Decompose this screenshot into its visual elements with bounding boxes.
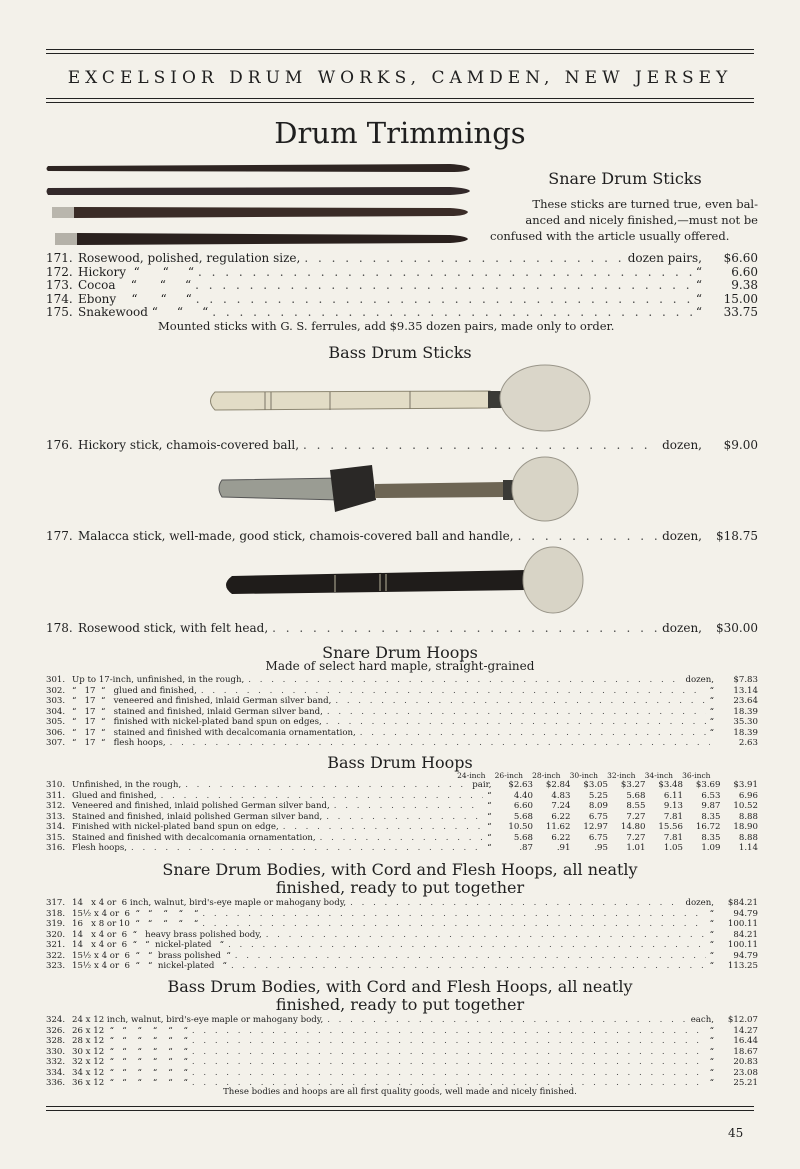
item-price: 5.25 (588, 790, 608, 801)
item-description: “ 17 “ flesh hoops, (72, 738, 166, 748)
dot-leader (327, 707, 706, 717)
item-prices (496, 791, 759, 801)
item-number: 323. (46, 961, 66, 971)
item-unit: “ (709, 929, 714, 940)
list-item (46, 621, 758, 635)
item-price: 84.21 (733, 929, 758, 940)
item-price: 14.80 (620, 822, 646, 832)
item-price: 1.01 (626, 843, 646, 853)
item-unit: “ (709, 1078, 714, 1088)
list-item (46, 728, 758, 738)
item-price: 7.81 (663, 811, 683, 822)
item-description: Veneered and finished, inlaid polished German silver band, (72, 801, 330, 811)
size-column-header: 32-inch (607, 771, 636, 780)
item-unit: “ (695, 264, 702, 279)
item-number: 324. (46, 1015, 66, 1025)
item-number: 177. (46, 529, 73, 543)
item-unit: “ (709, 1067, 714, 1078)
list-item (46, 686, 758, 696)
dot-leader (335, 696, 705, 706)
item-number: 326. (46, 1025, 66, 1036)
bass-stick-rosewood-illustration (226, 547, 583, 613)
item-description: 14 x 4 or 6 “ heavy brass polished body, (72, 929, 262, 940)
item-price: $2.84 (545, 780, 571, 790)
item-description: 15½ x 4 or 6 “ “ “ “ “ (72, 908, 199, 919)
item-unit: “ (709, 919, 714, 929)
item-description: Stained and finished, inlaid polished German silver band, (72, 811, 323, 822)
item-price: $3.27 (620, 780, 646, 790)
item-price: 6.53 (701, 790, 721, 801)
item-number: 322. (46, 950, 66, 961)
dot-leader (266, 930, 706, 940)
item-description: 34 x 12 “ “ “ “ “ “ (72, 1067, 188, 1078)
dot-leader (202, 919, 705, 929)
item-description: 16 x 8 or 10 “ “ “ “ “ (72, 919, 199, 929)
list-item (46, 833, 758, 843)
item-price: 6.75 (588, 811, 608, 822)
dot-leader (195, 278, 692, 292)
dot-leader (350, 898, 681, 908)
item-price: .91 (556, 843, 571, 853)
dot-leader (212, 305, 692, 319)
item-description: 36 x 12 “ “ “ “ “ “ (72, 1078, 188, 1088)
item-price: $9.00 (723, 438, 758, 452)
item-price: 10.52 (733, 801, 758, 811)
item-price: 1.09 (701, 843, 721, 853)
dot-leader (235, 951, 706, 961)
item-unit: “ (709, 1046, 714, 1057)
item-unit: “ (709, 706, 714, 717)
item-price: 4.40 (513, 790, 533, 801)
list-item (46, 919, 758, 929)
item-price: 35.30 (733, 717, 758, 727)
snare-hoops-subheading: Made of select hard maple, straight-grained (265, 659, 535, 673)
item-unit: dozen, (685, 898, 714, 908)
item-unit: “ (709, 717, 714, 727)
size-column-header: 36-inch (682, 771, 711, 780)
item-price: 7.27 (626, 832, 646, 843)
item-unit: “ (487, 832, 492, 843)
item-price: 8.35 (701, 832, 721, 843)
item-unit: “ (709, 961, 714, 971)
item-description: Cocoa “ “ “ (78, 278, 192, 292)
list-item (46, 780, 758, 790)
item-price: $3.69 (695, 780, 721, 790)
snare-sticks-desc-line: confused with the article usually offered. (490, 229, 730, 243)
item-prices (496, 822, 759, 832)
item-number: 330. (46, 1046, 66, 1057)
dot-leader (272, 621, 658, 635)
item-number: 173. (46, 278, 73, 292)
dot-leader (228, 940, 706, 950)
item-prices (496, 833, 759, 843)
item-price: 33.75 (723, 305, 758, 319)
item-unit: “ (695, 305, 702, 319)
list-item (46, 251, 758, 265)
item-description: “ 17 “ veneered and finished, inlaid German silver band, (72, 696, 332, 706)
dot-leader (185, 780, 468, 790)
list-item (46, 812, 758, 822)
item-description: 14 x 4 or 6 “ “ nickel-plated “ (72, 940, 225, 950)
dot-leader (231, 961, 706, 971)
item-price: 100.11 (727, 940, 758, 950)
list-item (46, 696, 758, 706)
item-number: 313. (46, 811, 66, 822)
item-number: 310. (46, 780, 66, 790)
item-number: 328. (46, 1036, 66, 1046)
item-number: 301. (46, 675, 66, 685)
company-header: EXCELSIOR DRUM WORKS, CAMDEN, NEW JERSEY (67, 68, 733, 88)
item-unit: “ (709, 940, 714, 950)
snare-bodies-heading: Snare Drum Bodies, with Cord and Flesh Hoops, all neatly (162, 860, 638, 879)
item-unit: “ (709, 1057, 714, 1067)
item-number: 318. (46, 908, 66, 919)
item-price: $3.48 (658, 780, 683, 790)
list-item (46, 898, 758, 908)
snare-bodies-heading-2: finished, ready to put together (275, 878, 525, 897)
item-description: 14 x 4 or 6 inch, walnut, bird's-eye maple or mahogany body, (72, 898, 347, 908)
item-number: 178. (46, 621, 73, 635)
size-column-header: 30-inch (569, 771, 598, 780)
item-unit: pair, (472, 780, 492, 790)
item-price: 5.68 (513, 811, 533, 822)
item-number: 317. (46, 898, 66, 908)
dot-leader (192, 1047, 706, 1057)
item-number: 303. (46, 696, 66, 706)
list-item (46, 278, 758, 292)
item-number: 316. (46, 843, 66, 853)
item-unit: “ (487, 822, 492, 832)
item-price: $7.83 (733, 675, 758, 685)
item-prices (496, 843, 759, 853)
snare-sticks-description (490, 196, 758, 244)
list-item (46, 801, 758, 811)
item-price: 8.88 (738, 811, 758, 822)
item-unit: “ (695, 278, 702, 292)
size-column-header: 28-inch (532, 771, 561, 780)
list-item (46, 1068, 758, 1078)
item-description: “ 17 “ glued and finished, (72, 685, 197, 696)
dot-leader (196, 292, 692, 306)
list-item (46, 1057, 758, 1067)
item-description: 28 x 12 “ “ “ “ “ “ (72, 1036, 188, 1046)
item-price: 15.00 (723, 291, 758, 306)
snare-sticks-note: Mounted sticks with G. S. ferrules, add $9.35 dozen pairs, made only to order. (158, 319, 615, 333)
item-price: $6.60 (723, 251, 758, 265)
item-price: .87 (519, 843, 533, 853)
item-unit: each, (690, 1015, 714, 1025)
item-number: 332. (46, 1057, 66, 1067)
item-number: 305. (46, 717, 66, 727)
item-number: 314. (46, 822, 66, 832)
item-price: $84.21 (727, 898, 758, 908)
list-item (46, 1026, 758, 1036)
list-item (46, 292, 758, 306)
item-price: 9.38 (731, 278, 758, 292)
dot-leader (192, 1057, 706, 1067)
item-unit: “ (487, 790, 492, 801)
dot-leader (192, 1068, 706, 1078)
item-description: Rosewood stick, with felt head, (78, 621, 269, 635)
item-unit: dozen, (662, 529, 702, 543)
bass-stick-malacca-illustration (219, 457, 578, 521)
item-number: 172. (46, 264, 73, 279)
item-number: 306. (46, 727, 66, 738)
dot-leader (334, 801, 483, 811)
dot-leader (320, 833, 483, 843)
bottom-rule-2 (46, 1110, 754, 1111)
item-price: 9.13 (663, 801, 683, 811)
item-price: 6.96 (738, 790, 758, 801)
list-item (46, 961, 758, 971)
dot-leader (518, 529, 659, 543)
item-unit: dozen, (685, 675, 714, 685)
list-item (46, 822, 758, 832)
page-number: 45 (728, 1126, 744, 1140)
list-item (46, 438, 758, 452)
item-price: 7.27 (626, 811, 646, 822)
item-description: 15½ x 4 or 6 “ “ nickel-plated “ (72, 961, 227, 971)
list-item (46, 1036, 758, 1046)
dot-leader (303, 438, 658, 452)
item-price: 7.24 (551, 801, 571, 811)
bass-hoops-heading: Bass Drum Hoops (327, 753, 473, 772)
dot-leader (198, 265, 692, 279)
item-price: 18.39 (733, 706, 758, 717)
dot-leader (202, 909, 705, 919)
item-description: Stained and finished with decalcomania ornamentation, (72, 832, 316, 843)
item-price: $30.00 (716, 621, 758, 635)
dot-leader (161, 791, 483, 801)
item-number: 321. (46, 940, 66, 950)
snare-sticks-desc-line: These sticks are turned true, even bal- (532, 197, 758, 211)
bass-bodies-note: These bodies and hoops are all first quality goods, well made and nicely finished. (223, 1087, 577, 1097)
list-item (46, 843, 758, 853)
item-price: 5.68 (626, 790, 646, 801)
item-number: 174. (46, 291, 73, 306)
item-price: 16.72 (695, 822, 721, 832)
bottom-rule-1 (46, 1106, 754, 1107)
item-price: $12.07 (727, 1015, 758, 1025)
item-price: 18.90 (733, 822, 758, 832)
item-price: 23.64 (733, 696, 758, 706)
item-unit: “ (709, 727, 714, 738)
item-price: 6.60 (513, 801, 533, 811)
dot-leader (201, 686, 706, 696)
list-item (46, 265, 758, 279)
list-item (46, 791, 758, 801)
item-price: 20.83 (733, 1057, 758, 1067)
snare-sticks-illustration (47, 164, 471, 245)
item-description: Malacca stick, well-made, good stick, chamois-covered ball and handle, (78, 529, 514, 543)
item-price: 6.22 (551, 832, 571, 843)
size-column-header: 24-inch (457, 771, 486, 780)
dot-leader (283, 822, 483, 832)
bass-bodies-heading: Bass Drum Bodies, with Cord and Flesh Hoops, all neatly (167, 977, 633, 996)
snare-hoops-heading: Snare Drum Hoops (322, 643, 478, 662)
list-item (46, 940, 758, 950)
item-description: Rosewood, polished, regulation size, (78, 251, 301, 265)
item-price: 12.97 (583, 822, 608, 832)
item-description: Snakewood “ “ “ (78, 305, 209, 319)
item-price: 5.68 (513, 832, 533, 843)
item-price: 100.11 (727, 919, 758, 929)
item-price: 4.83 (551, 790, 571, 801)
item-price: 18.67 (733, 1046, 758, 1057)
item-price: 16.44 (733, 1036, 758, 1046)
bass-bodies-heading-2: finished, ready to put together (275, 995, 525, 1014)
item-description: “ 17 “ stained and finished, inlaid German silver band, (72, 706, 323, 717)
bass-sticks-heading: Bass Drum Sticks (328, 343, 472, 362)
item-price: $18.75 (716, 529, 758, 543)
item-unit: “ (709, 696, 714, 706)
item-price: 113.25 (727, 961, 758, 971)
item-price: 23.08 (733, 1067, 758, 1078)
item-number: 311. (46, 790, 66, 801)
list-item (46, 909, 758, 919)
item-description: 26 x 12 “ “ “ “ “ “ (72, 1025, 188, 1036)
item-description: Flesh hoops, (72, 843, 127, 853)
item-description: 15½ x 4 or 6 “ “ brass polished “ (72, 950, 231, 961)
item-price: 18.39 (733, 727, 758, 738)
item-description: Unfinished, in the rough, (72, 780, 182, 790)
item-price: 94.79 (733, 950, 758, 961)
item-description: Hickory stick, chamois-covered ball, (78, 438, 300, 452)
item-number: 307. (46, 738, 66, 748)
dot-leader (326, 812, 483, 822)
item-price: 8.55 (626, 801, 646, 811)
dot-leader (326, 717, 706, 727)
snare-sticks-heading: Snare Drum Sticks (548, 169, 702, 188)
item-price: $3.91 (733, 780, 758, 790)
item-description: 24 x 12 inch, walnut, bird's-eye maple or mahogany body, (72, 1015, 324, 1025)
list-item (46, 951, 758, 961)
item-price: 6.22 (551, 811, 571, 822)
item-price: $2.63 (508, 780, 533, 790)
list-item (46, 305, 758, 319)
item-number: 334. (46, 1067, 66, 1078)
size-column-header: 34-inch (644, 771, 673, 780)
list-item (46, 738, 758, 748)
item-number: 315. (46, 832, 66, 843)
item-price: 8.88 (738, 832, 758, 843)
item-unit: “ (487, 843, 492, 853)
item-price: 13.14 (733, 685, 758, 696)
item-prices (496, 801, 759, 811)
item-price: 6.11 (663, 790, 683, 801)
item-number: 171. (46, 251, 73, 265)
dot-leader (327, 1015, 686, 1025)
item-number: 336. (46, 1078, 66, 1088)
list-item (46, 930, 758, 940)
item-unit: “ (695, 291, 702, 306)
item-unit: dozen, (662, 438, 702, 452)
item-price: 94.79 (733, 908, 758, 919)
list-item (46, 1015, 758, 1025)
item-description: “ 17 “ finished with nickel-plated band spun on edges, (72, 717, 322, 727)
item-unit: dozen pairs, (627, 251, 702, 265)
item-number: 302. (46, 685, 66, 696)
item-unit: dozen, (662, 621, 702, 635)
item-number: 176. (46, 438, 73, 452)
item-price: 1.14 (738, 843, 758, 853)
dot-leader (248, 675, 681, 685)
item-price: 9.87 (701, 801, 721, 811)
item-unit: “ (709, 908, 714, 919)
dot-leader (192, 1036, 706, 1046)
dot-leader (192, 1026, 706, 1036)
item-price: 11.62 (545, 822, 571, 832)
list-item (46, 1047, 758, 1057)
size-column-header: 26-inch (494, 771, 523, 780)
item-price: 25.21 (733, 1078, 758, 1088)
item-description: “ 17 “ stained and finished with decalcomania ornamentation, (72, 727, 356, 738)
bass-stick-hickory-illustration (211, 365, 591, 431)
item-price: $3.05 (583, 780, 608, 790)
item-price: 14.27 (733, 1025, 758, 1036)
item-price: 7.81 (663, 832, 683, 843)
item-description: Ebony “ “ “ (78, 291, 192, 306)
item-unit: “ (709, 685, 714, 696)
item-description: Up to 17-inch, unfinished, in the rough, (72, 675, 245, 685)
item-prices (496, 812, 759, 822)
item-price: 1.05 (663, 843, 683, 853)
item-price: 8.35 (701, 811, 721, 822)
list-item (46, 529, 758, 543)
bass-hoops-size-header (448, 771, 711, 780)
item-price: 2.63 (738, 738, 758, 748)
dot-leader (304, 251, 623, 265)
item-unit: “ (709, 1036, 714, 1046)
item-price: 6.75 (588, 832, 608, 843)
item-number: 175. (46, 305, 73, 319)
item-unit: “ (709, 950, 714, 961)
item-description: 32 x 12 “ “ “ “ “ “ (72, 1057, 188, 1067)
snare-sticks-desc-line: anced and nicely finished,—must not be (525, 213, 758, 227)
item-number: 319. (46, 919, 66, 929)
item-prices (496, 780, 759, 790)
item-unit: “ (487, 801, 492, 811)
page-title: Drum Trimmings (274, 116, 526, 150)
item-number: 320. (46, 929, 66, 940)
item-description: 30 x 12 “ “ “ “ “ “ (72, 1046, 188, 1057)
item-unit: “ (487, 811, 492, 822)
list-item (46, 707, 758, 717)
item-description: Glued and finished, (72, 790, 157, 801)
item-number: 304. (46, 706, 66, 717)
item-description: Finished with nickel-plated band spun on edge, (72, 822, 279, 832)
item-price: 15.56 (658, 822, 683, 832)
item-price: 8.09 (588, 801, 608, 811)
item-number: 312. (46, 801, 66, 811)
item-price: 6.60 (731, 264, 758, 279)
item-unit: “ (709, 1025, 714, 1036)
item-price: .95 (594, 843, 608, 853)
list-item (46, 675, 758, 685)
list-item (46, 717, 758, 727)
item-price: 10.50 (508, 822, 533, 832)
dot-leader (360, 728, 706, 738)
dot-leader (131, 843, 483, 853)
item-description: Hickory “ “ “ (78, 264, 195, 279)
dot-leader (170, 738, 710, 748)
